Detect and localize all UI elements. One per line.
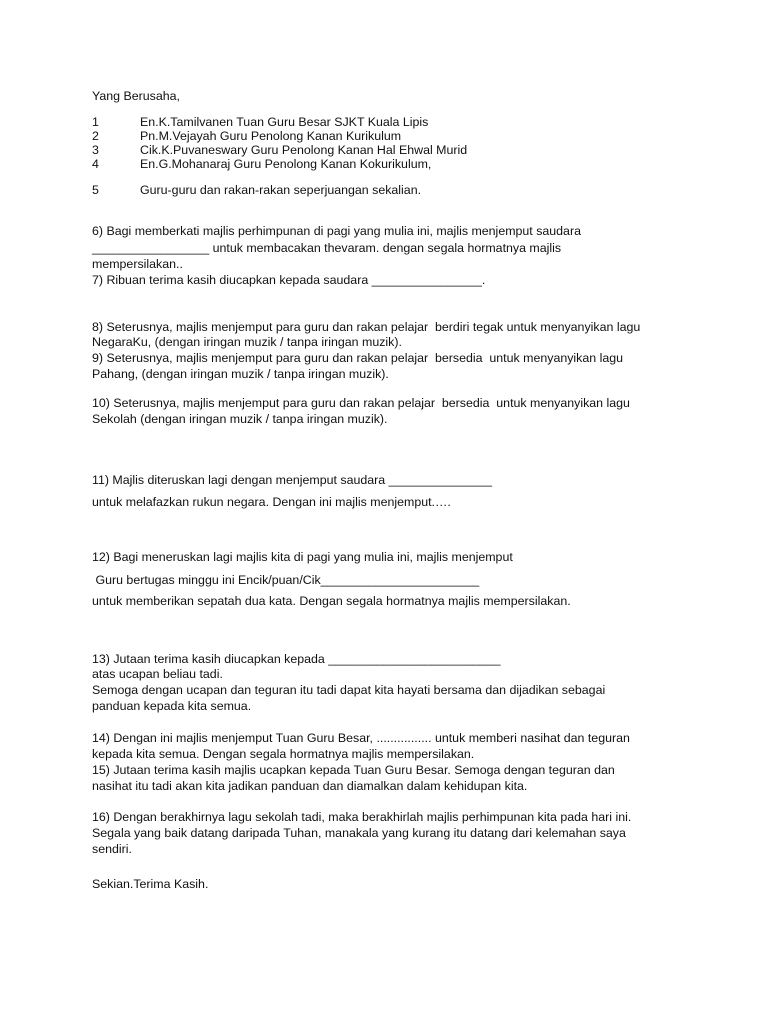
paragraph-line: atas ucapan beliau tadi. [92,667,223,681]
addressee-number: 5 [92,183,99,197]
paragraph-line: 9) Seterusnya, majlis menjemput para guru dan rakan pelajar bersedia untuk menyanyikan lagu [92,351,624,365]
paragraph-line: 13) Jutaan terima kasih diucapkan kepada _________________________ [92,652,501,666]
paragraph-line: sendiri. [92,842,132,856]
paragraph-line: Semoga dengan ucapan dan teguran itu tadi dapat kita hayati bersama dan dijadikan sebagai [92,683,606,697]
paragraph-line: 6) Bagi memberkati majlis perhimpunan di pagi yang mulia ini, majlis menjemput saudara [92,224,581,238]
paragraph-line: panduan kepada kita semua. [92,699,252,713]
paragraph-line: Segala yang baik datang daripada Tuhan, manakala yang kurang itu datang dari kelemahan saya [92,826,626,840]
paragraph-line: nasihat itu tadi akan kita jadikan panduan dan diamalkan dalam kehidupan kita. [92,779,528,793]
paragraph-line: kepada kita semua. Dengan segala hormatnya majlis mempersilakan. [92,747,475,761]
addressee-text: Pn.M.Vejayah Guru Penolong Kanan Kurikulum [140,129,402,143]
paragraph-line: Sekolah (dengan iringan muzik / tanpa iringan muzik). [92,412,388,426]
greeting: Yang Berusaha, [92,89,180,103]
paragraph-line: 12) Bagi meneruskan lagi majlis kita di pagi yang mulia ini, majlis menjemput [92,550,513,564]
addressee-text: En.K.Tamilvanen Tuan Guru Besar SJKT Kuala Lipis [140,115,429,129]
paragraph-line: 7) Ribuan terima kasih diucapkan kepada saudara ________________. [92,273,486,287]
addressee-text: Cik.K.Puvaneswary Guru Penolong Kanan Hal Ehwal Murid [140,143,468,157]
paragraph-line: untuk memberikan sepatah dua kata. Dengan segala hormatnya majlis mempersilakan. [92,594,571,608]
paragraph-line: 8) Seterusnya, majlis menjemput para guru dan rakan pelajar berdiri tegak untuk menyanyikan lagu [92,320,641,334]
addressee-text: En.G.Mohanaraj Guru Penolong Kanan Kokurikulum, [140,157,432,171]
paragraph-line: Pahang, (dengan iringan muzik / tanpa iringan muzik). [92,367,389,381]
paragraph-line: untuk melafazkan rukun negara. Dengan ini majlis menjemput.…. [92,495,451,509]
paragraph-line: 10) Seterusnya, majlis menjemput para guru dan rakan pelajar bersedia untuk menyanyikan lagu [92,396,630,410]
addressee-number: 1 [92,115,99,129]
addressee-number: 3 [92,143,99,157]
paragraph-line: 11) Majlis diteruskan lagi dengan menjemput saudara _______________ [92,473,492,487]
paragraph-line: 14) Dengan ini majlis menjemput Tuan Guru Besar, ................ untuk memberi nasihat dan teguran [92,731,630,745]
closing: Sekian.Terima Kasih. [92,877,209,891]
addressee-text: Guru-guru dan rakan-rakan seperjuangan sekalian. [140,183,422,197]
paragraph-line: mempersilakan.. [92,257,183,271]
paragraph-line: _________________ untuk membacakan thevaram. dengan segala hormatnya majlis [92,241,562,255]
paragraph-line: NegaraKu, (dengan iringan muzik / tanpa iringan muzik). [92,335,402,349]
paragraph-line: 16) Dengan berakhirnya lagu sekolah tadi, maka berakhirlah majlis perhimpunan kita pada hari ini. [92,810,632,824]
addressee-number: 2 [92,129,99,143]
paragraph-line: 15) Jutaan terima kasih majlis ucapkan kepada Tuan Guru Besar. Semoga dengan teguran dan [92,763,615,777]
addressee-number: 4 [92,157,99,171]
paragraph-line: Guru bertugas minggu ini Encik/puan/Cik_______________________ [92,573,480,587]
